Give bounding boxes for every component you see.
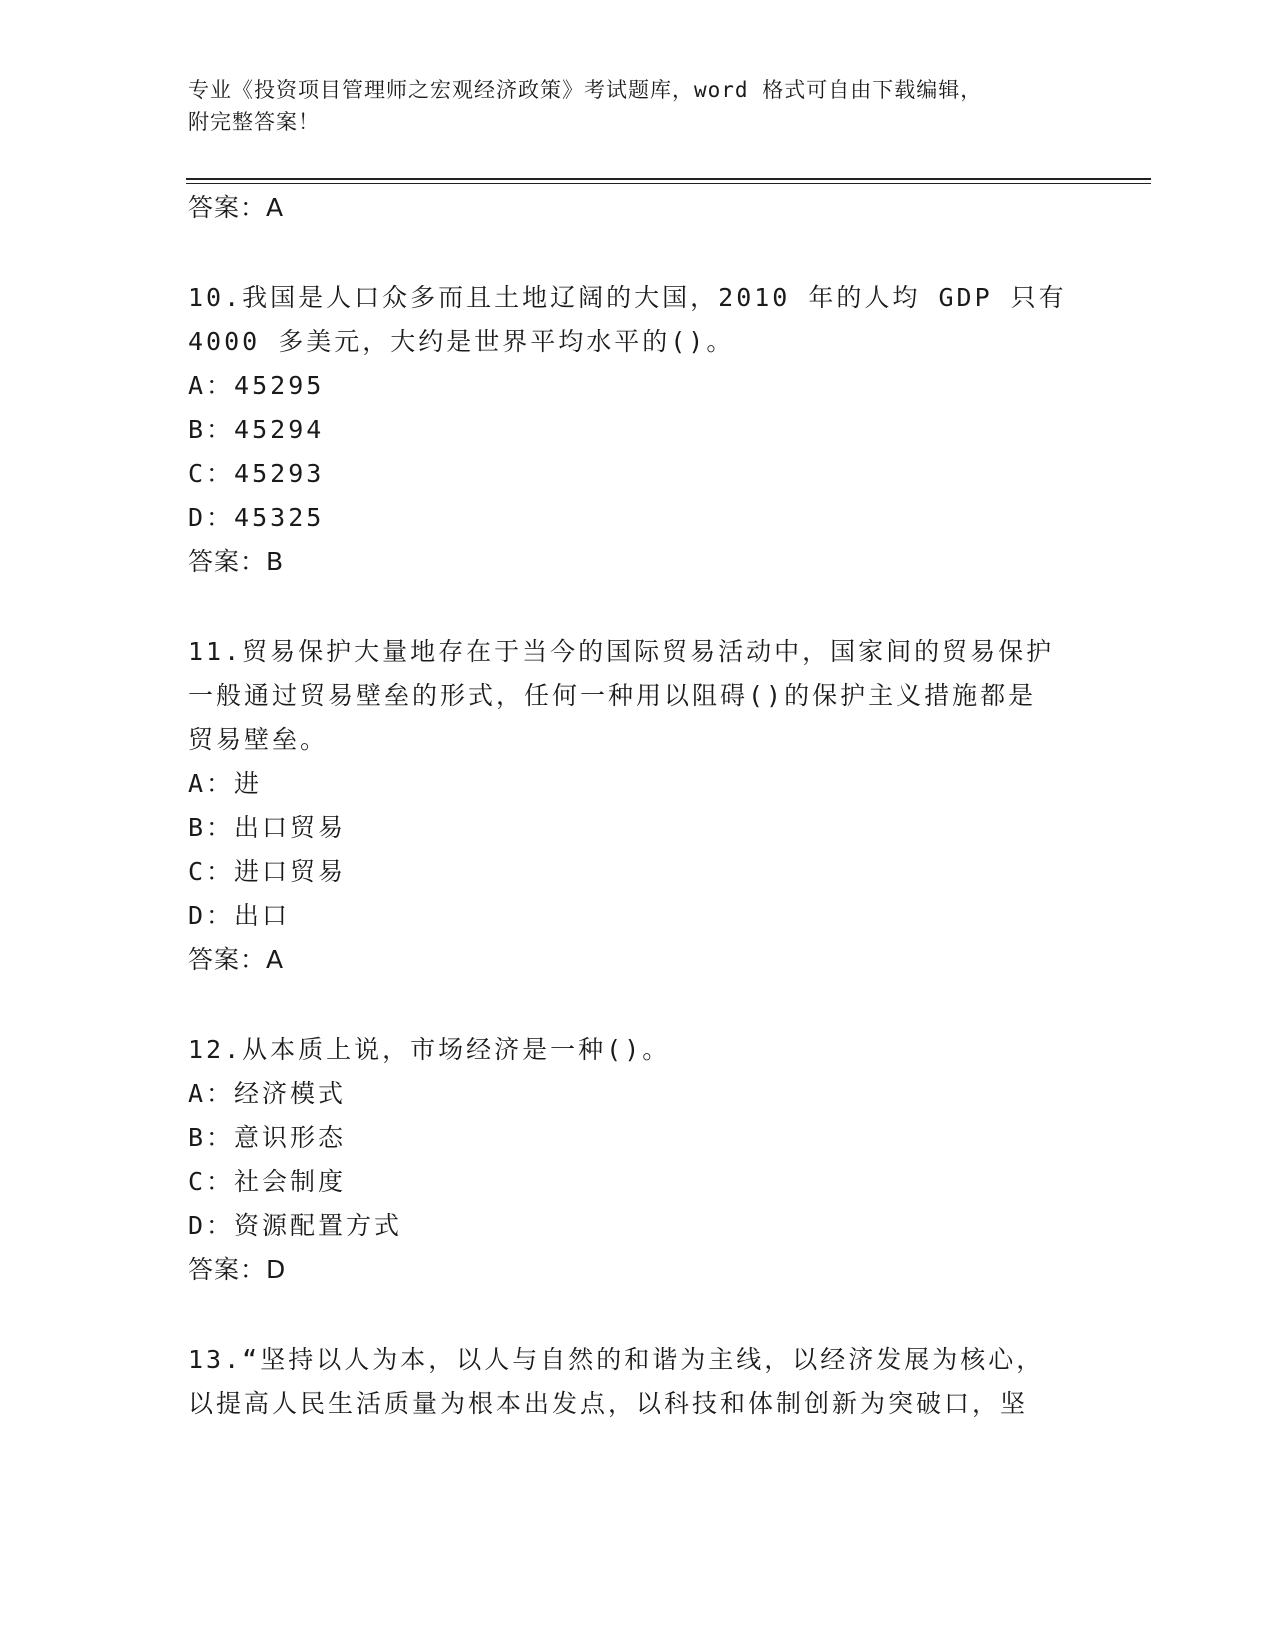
q11-option-d: D：出口: [188, 901, 291, 930]
q12-option-b: B：意识形态: [188, 1123, 347, 1152]
answer-q9: 答案：A: [188, 193, 285, 222]
header-divider: [186, 178, 1151, 184]
q11-text-line-2: 一般通过贸易壁垒的形式，任何一种用以阻碍()的保护主义措施都是: [188, 681, 1037, 710]
document-header: [188, 74, 1068, 138]
answer-q12: 答案：D: [188, 1255, 287, 1284]
q11-text-line-1: 11.贸易保护大量地存在于当今的国际贸易活动中，国家间的贸易保护: [188, 637, 1055, 666]
q12-option-d: D：资源配置方式: [188, 1211, 403, 1240]
q10-text-line-1: 10.我国是人口众多而且土地辽阔的大国，2010 年的人均 GDP 只有: [188, 283, 1067, 312]
q11-option-b: B：出口贸易: [188, 813, 347, 842]
q13-text-line-2: 以提高人民生活质量为根本出发点，以科技和体制创新为突破口，坚: [188, 1389, 1029, 1418]
header-line-2: 附完整答案！: [188, 110, 320, 134]
q11-text-line-3: 贸易壁垒。: [188, 725, 329, 754]
q10-option-b: B：45294: [188, 415, 325, 444]
header-line-1: 专业《投资项目管理师之宏观经济政策》考试题库，word 格式可自由下载编辑，: [188, 78, 983, 102]
q10-option-c: C：45293: [188, 459, 325, 488]
q13-text-line-1: 13.“坚持以人为本，以人与自然的和谐为主线，以经济发展为核心，: [188, 1345, 1045, 1374]
answer-q11: 答案：A: [188, 945, 285, 974]
q10-option-d: D：45325: [188, 503, 325, 532]
q10-option-a: A：45295: [188, 371, 325, 400]
q12-text-line-1: 12.从本质上说，市场经济是一种()。: [188, 1035, 671, 1064]
q11-option-a: A：进: [188, 769, 263, 798]
q12-option-a: A：经济模式: [188, 1079, 347, 1108]
q12-option-c: C：社会制度: [188, 1167, 347, 1196]
answer-q10: 答案：B: [188, 547, 285, 576]
q10-text-line-2: 4000 多美元，大约是世界平均水平的()。: [188, 327, 735, 356]
q11-option-c: C：进口贸易: [188, 857, 347, 886]
